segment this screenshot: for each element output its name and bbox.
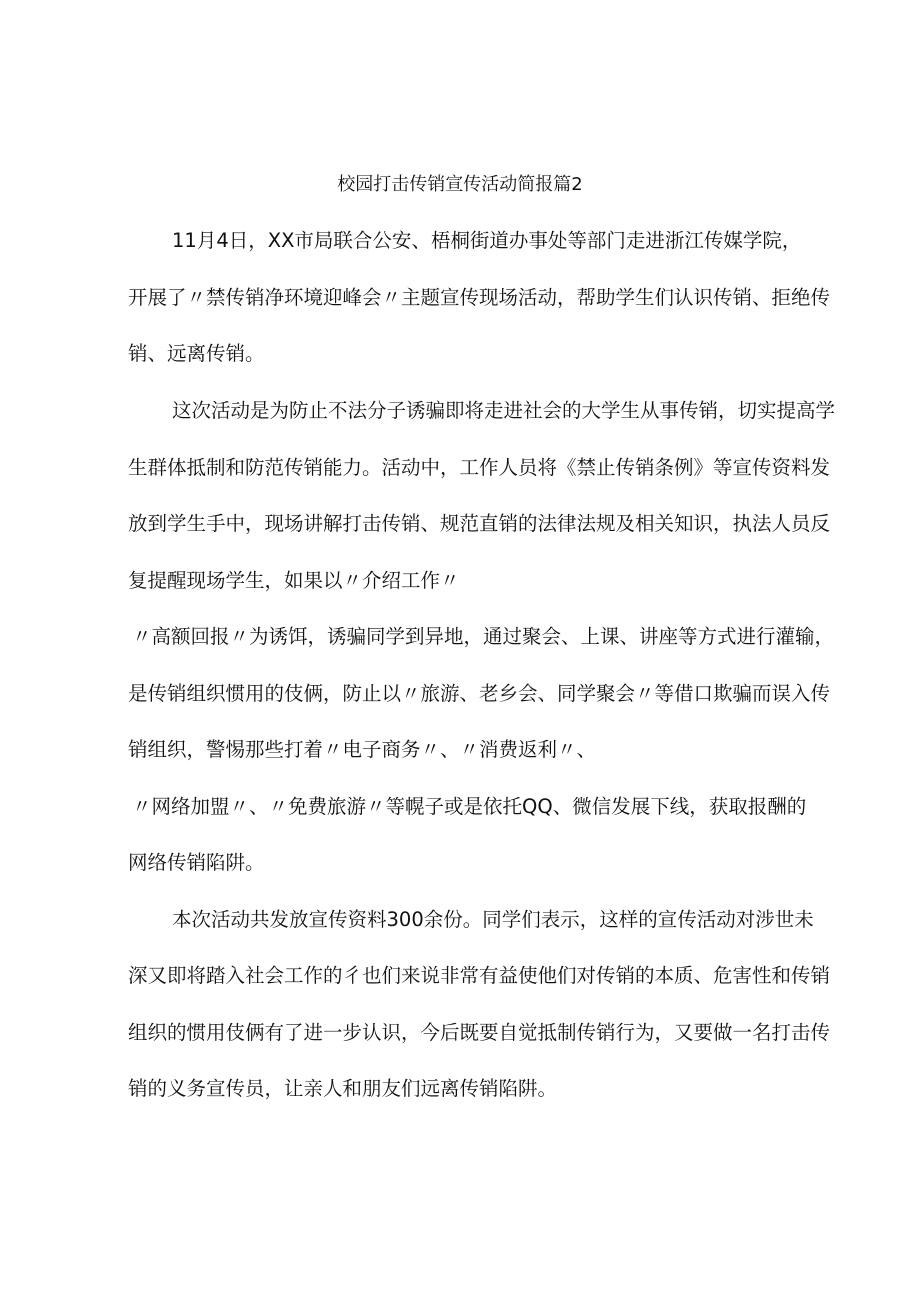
text-line: 开展了〃禁传销净环境迎峰会〃主题宣传现场活动，帮助学生们认识传销、拒绝传	[128, 286, 831, 309]
text-line: 放到学生手中，现场讲解打击传销、规范直销的法律法规及相关知识，执法人员反	[128, 512, 831, 535]
text-line: 〃网络加盟〃、〃免费旅游〃等幌子或是依托QQ、微信发展下线，获取报酬的	[132, 795, 807, 818]
text-line: 组织的惯用伎俩有了进一步认识，今后既要自觉抵制传销行为，又要做一名打击传	[128, 1021, 831, 1044]
text-line: 销、远离传销。	[128, 342, 265, 365]
text-line: 复提醒现场学生，如果以〃介绍工作〃	[128, 569, 460, 592]
text-line: 本次活动共发放宣传资料300余份。同学们表示，这样的宣传活动对涉世未	[172, 908, 814, 931]
text-line: 生群体抵制和防范传销能力。活动中，工作人员将《禁止传销条例》等宣传资料发	[128, 456, 831, 479]
text-line: 网络传销陷阱。	[128, 851, 265, 874]
text-line: 11月4日，XX市局联合公安、梧桐街道办事处等部门走进浙江传媒学院，	[172, 229, 802, 252]
text-line: 销的义务宣传员，让亲人和朋友们远离传销陷阱。	[128, 1077, 558, 1100]
text-line: 这次活动是为防止不法分子诱骗即将走进社会的大学生从事传销，切实提高学	[172, 399, 836, 422]
text-line: 是传销组织惯用的伎俩，防止以〃旅游、老乡会、同学聚会〃等借口欺骗而误入传	[128, 682, 831, 705]
text-line: 销组织，警惕那些打着〃电子商务〃、〃消费返利〃、	[128, 738, 597, 761]
text-line: 深又即将踏入社会工作的彳也们来说非常有益使他们对传销的本质、危害性和传销	[128, 964, 831, 987]
text-line: 〃高额回报〃为诱饵，诱骗同学到异地，通过聚会、上课、讲座等方式进行灌输，	[132, 625, 835, 648]
document-title: 校园打击传销宣传活动简报篇2	[337, 174, 583, 195]
